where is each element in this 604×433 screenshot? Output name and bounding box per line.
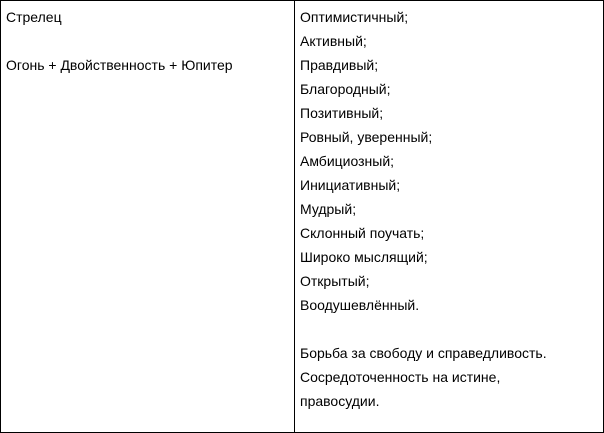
spacer <box>300 317 603 341</box>
note-line: Сосредоточенность на истине, <box>300 369 501 385</box>
sign-name: Стрелец <box>6 9 62 25</box>
trait-line: Активный; <box>300 33 367 49</box>
trait-line: Ровный, уверенный; <box>300 129 433 145</box>
trait-line: Амбициозный; <box>300 153 395 169</box>
trait-line: Инициативный; <box>300 177 401 193</box>
trait-line: Благородный; <box>300 81 391 97</box>
note-line: правосудии. <box>300 393 380 409</box>
note-line: Борьба за свободу и справедливость. <box>300 345 547 361</box>
spacer <box>6 29 294 53</box>
trait-line: Воодушевлённый. <box>300 297 420 313</box>
right-column <box>295 1 603 432</box>
trait-line: Оптимистичный; <box>300 9 409 25</box>
trait-line: Мудрый; <box>300 201 357 217</box>
left-column <box>1 1 295 432</box>
trait-line: Широко мыслящий; <box>300 249 428 265</box>
sign-elements: Огонь + Двойственность + Юпитер <box>6 57 233 73</box>
trait-line: Открытый; <box>300 273 370 289</box>
trait-line: Позитивный; <box>300 105 384 121</box>
trait-line: Склонный поучать; <box>300 225 425 241</box>
trait-line: Правдивый; <box>300 57 379 73</box>
